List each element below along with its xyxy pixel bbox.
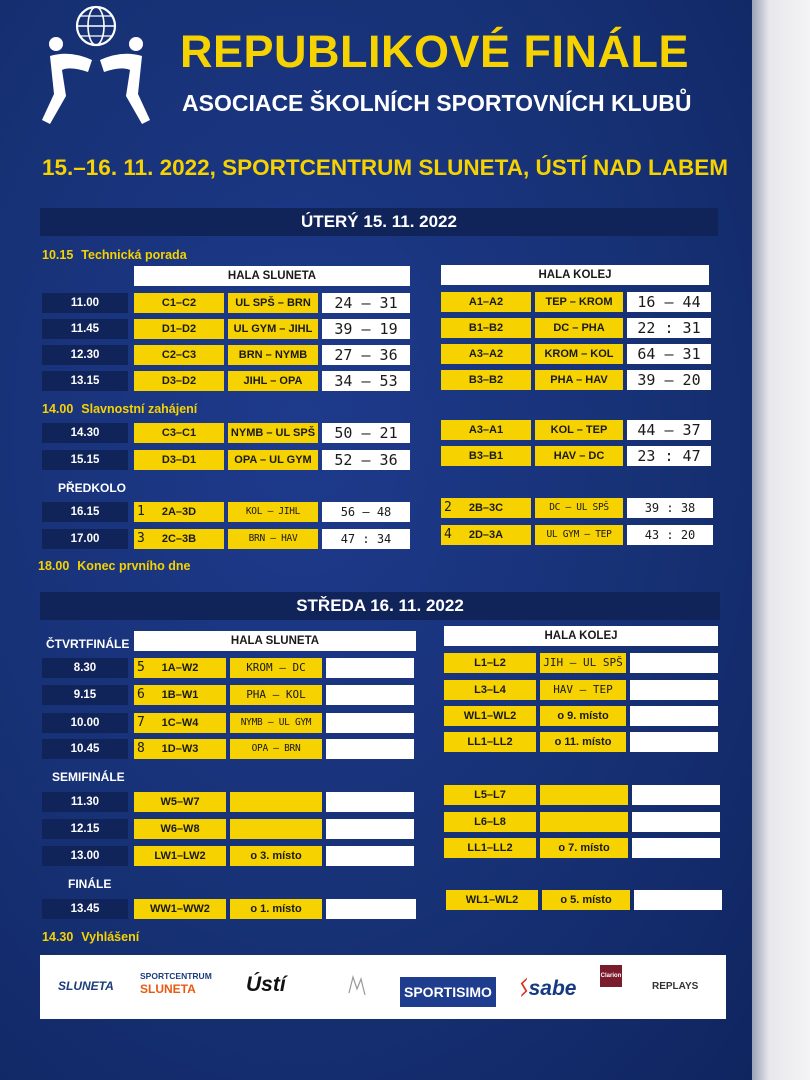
match-score — [634, 890, 722, 910]
match-score — [632, 812, 720, 832]
match-time: 8.30 — [42, 658, 128, 678]
day2-ceremony — [42, 930, 139, 944]
match-code: D1–D2 — [134, 319, 224, 339]
match-score: 34 – 53 — [322, 371, 410, 391]
page-title: REPUBLIKOVÉ FINÁLE — [180, 26, 690, 77]
match-code: B3–B1 — [441, 446, 531, 466]
match-code: 4 2D–3A — [441, 525, 531, 545]
match-code: 7 1C–W4 — [134, 713, 226, 733]
match-code: C1–C2 — [134, 293, 224, 313]
match-teams: UL GYM – TEP — [535, 525, 623, 545]
match-score — [632, 838, 720, 858]
sponsor-figure-icon — [345, 973, 369, 999]
day1-ceremony — [42, 402, 197, 416]
match-time: 10.00 — [42, 713, 128, 733]
match-score: 24 – 31 — [322, 293, 410, 313]
match-score: 23 : 47 — [627, 446, 711, 466]
match-teams: HAV – DC — [535, 446, 623, 466]
match-time: 9.15 — [42, 685, 128, 705]
match-time: 17.00 — [42, 529, 128, 549]
match-number: 1 — [137, 504, 145, 519]
match-score — [632, 785, 720, 805]
match-teams: PHA – KOL — [230, 685, 322, 705]
match-number: 5 — [137, 660, 145, 675]
match-code: 2 2B–3C — [441, 498, 531, 518]
match-code: LL1–LL2 — [444, 732, 536, 752]
end-time: 18.00 — [38, 559, 70, 573]
match-code: D3–D2 — [134, 371, 224, 391]
sponsor-sportcentrum-label: SPORTCENTRUM — [140, 971, 212, 981]
event-dateline: 15.–16. 11. 2022, SPORTCENTRUM SLUNETA, ÚSTÍ NAD LABEM — [42, 155, 728, 180]
end-label: Konec prvního dne — [77, 559, 191, 573]
match-score — [326, 713, 414, 733]
match-teams: JIH – UL SPŠ — [540, 653, 626, 673]
match-teams: HAV – TEP — [540, 680, 626, 700]
match-score: 50 – 21 — [322, 423, 410, 443]
ceremony-time: 14.30 — [42, 930, 74, 944]
match-time: 13.00 — [42, 846, 128, 866]
match-code: WL1–WL2 — [444, 706, 536, 726]
match-teams: OPA – BRN — [230, 739, 322, 759]
match-number: 3 — [137, 531, 145, 546]
match-code: W5–W7 — [134, 792, 226, 812]
match-number: 7 — [137, 715, 145, 730]
hall-sluneta-header: HALA SLUNETA — [134, 266, 410, 286]
match-teams: o 7. místo — [540, 838, 628, 858]
match-teams — [540, 785, 628, 805]
ceremony-label: Vyhlášení — [81, 930, 140, 944]
match-score: 44 – 37 — [627, 420, 711, 440]
sponsor-sabe-logo: ᛊsabe — [516, 977, 577, 1000]
match-teams: OPA – UL GYM — [228, 450, 318, 470]
match-score — [326, 819, 414, 839]
match-teams: BRN – HAV — [228, 529, 318, 549]
ceremony-label: Slavnostní zahájení — [81, 402, 198, 416]
match-number: 4 — [444, 527, 452, 542]
match-teams — [540, 812, 628, 832]
match-time: 16.15 — [42, 502, 128, 522]
match-teams: o 3. místo — [230, 846, 322, 866]
match-teams: UL GYM – JIHL — [228, 319, 318, 339]
day1-end — [38, 559, 190, 573]
match-teams: KROM – KOL — [535, 344, 623, 364]
day2-header: STŘEDA 16. 11. 2022 — [40, 592, 720, 620]
sponsor-sluneta-logo: SLUNETA — [58, 979, 114, 993]
sponsor-usti-logo: Ústí — [246, 973, 286, 996]
match-code: C2–C3 — [134, 345, 224, 365]
match-code: 3 2C–3B — [134, 529, 224, 549]
sponsors-bar — [40, 955, 726, 1019]
match-code: WW1–WW2 — [134, 899, 226, 919]
quarterfinal-label: ČTVRTFINÁLE — [46, 637, 130, 651]
match-score: 16 – 44 — [627, 292, 711, 312]
match-score — [326, 658, 414, 678]
match-score — [630, 706, 718, 726]
match-score: 64 – 31 — [627, 344, 711, 364]
wall-background — [752, 0, 810, 1080]
final-label: FINÁLE — [68, 877, 112, 891]
page-subtitle: ASOCIACE ŠKOLNÍCH SPORTOVNÍCH KLUBŮ — [182, 90, 692, 116]
match-teams: DC – UL SPŠ — [535, 498, 623, 518]
match-score: 39 – 19 — [322, 319, 410, 339]
match-score: 39 – 20 — [627, 370, 711, 390]
match-time: 11.00 — [42, 293, 128, 313]
match-code: LL1–LL2 — [444, 838, 536, 858]
match-score — [326, 846, 414, 866]
match-teams: o 1. místo — [230, 899, 322, 919]
match-code: L5–L7 — [444, 785, 536, 805]
match-score: 43 : 20 — [627, 525, 713, 545]
sponsor-replays-logo: REPLAYS — [652, 981, 699, 992]
day1-header: ÚTERÝ 15. 11. 2022 — [40, 208, 718, 236]
match-score — [630, 732, 718, 752]
sponsor-clarion-logo: Clarion — [600, 965, 622, 987]
match-time: 12.15 — [42, 819, 128, 839]
match-number: 8 — [137, 741, 145, 756]
match-time: 10.45 — [42, 739, 128, 759]
match-code: C3–C1 — [134, 423, 224, 443]
preround-label: PŘEDKOLO — [58, 481, 127, 495]
match-number: 2 — [444, 500, 452, 515]
match-code: B1–B2 — [441, 318, 531, 338]
match-teams — [230, 792, 322, 812]
match-score — [630, 680, 718, 700]
match-teams: DC – PHA — [535, 318, 623, 338]
match-code: 8 1D–W3 — [134, 739, 226, 759]
match-code: A3–A1 — [441, 420, 531, 440]
match-code: 5 1A–W2 — [134, 658, 226, 678]
match-teams: PHA – HAV — [535, 370, 623, 390]
semifinal-label: SEMIFINÁLE — [52, 770, 125, 784]
match-code: D3–D1 — [134, 450, 224, 470]
match-score: 22 : 31 — [627, 318, 711, 338]
briefing-label: Technická porada — [81, 248, 187, 262]
day1-briefing — [42, 248, 187, 262]
match-score: 56 – 48 — [322, 502, 410, 522]
match-time: 13.45 — [42, 899, 128, 919]
match-code: L3–L4 — [444, 680, 536, 700]
match-code: W6–W8 — [134, 819, 226, 839]
match-score: 39 : 38 — [627, 498, 713, 518]
match-time: 15.15 — [42, 450, 128, 470]
match-teams: BRN – NYMB — [228, 345, 318, 365]
match-code: L6–L8 — [444, 812, 536, 832]
sponsor-sportisimo-logo: SPORTISIMO — [400, 977, 496, 1007]
match-score: 52 – 36 — [322, 450, 410, 470]
match-score — [326, 685, 414, 705]
match-code: 1 2A–3D — [134, 502, 224, 522]
match-code: A3–A2 — [441, 344, 531, 364]
match-teams: o 11. místo — [540, 732, 626, 752]
match-teams: KOL – TEP — [535, 420, 623, 440]
match-teams: o 5. místo — [542, 890, 630, 910]
match-score: 27 – 36 — [322, 345, 410, 365]
match-teams: KROM – DC — [230, 658, 322, 678]
match-code: L1–L2 — [444, 653, 536, 673]
hall-kolej-header: HALA KOLEJ — [444, 626, 718, 646]
asociace-logo-icon — [40, 0, 152, 130]
match-time: 13.15 — [42, 371, 128, 391]
match-teams: o 9. místo — [540, 706, 626, 726]
ceremony-time: 14.00 — [42, 402, 74, 416]
match-teams: NYMB – UL SPŠ — [228, 423, 318, 443]
match-code: LW1–LW2 — [134, 846, 226, 866]
match-number: 6 — [137, 687, 145, 702]
match-code: WL1–WL2 — [446, 890, 538, 910]
match-teams: JIHL – OPA — [228, 371, 318, 391]
match-teams: NYMB – UL GYM — [230, 713, 322, 733]
match-score — [630, 653, 718, 673]
match-code: B3–B2 — [441, 370, 531, 390]
match-time: 14.30 — [42, 423, 128, 443]
briefing-time: 10.15 — [42, 248, 74, 262]
match-teams: UL SPŠ – BRN — [228, 293, 318, 313]
match-score — [326, 792, 414, 812]
match-teams: TEP – KROM — [535, 292, 623, 312]
match-code: 6 1B–W1 — [134, 685, 226, 705]
match-time: 12.30 — [42, 345, 128, 365]
match-score: 47 : 34 — [322, 529, 410, 549]
match-time: 11.45 — [42, 319, 128, 339]
match-score — [326, 899, 416, 919]
match-teams: KOL – JIHL — [228, 502, 318, 522]
match-teams — [230, 819, 322, 839]
match-code: A1–A2 — [441, 292, 531, 312]
hall-sluneta-header: HALA SLUNETA — [134, 631, 416, 651]
match-score — [326, 739, 414, 759]
hall-kolej-header: HALA KOLEJ — [441, 265, 709, 285]
sponsor-sportcentrum-logo: SLUNETA — [140, 982, 196, 996]
match-time: 11.30 — [42, 792, 128, 812]
